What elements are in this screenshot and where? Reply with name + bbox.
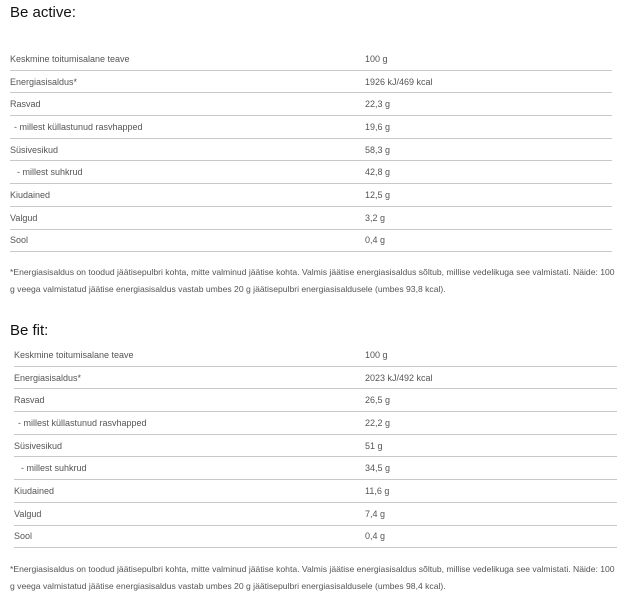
nutrient-label: - millest küllastunud rasvhapped xyxy=(14,412,365,435)
nutrient-value: 22,3 g xyxy=(365,93,612,116)
table-row xyxy=(14,480,617,503)
nutrient-label: Sool xyxy=(10,229,365,252)
nutrient-value: 0,4 g xyxy=(365,229,612,252)
table-row xyxy=(10,184,612,207)
nutrient-value: 0,4 g xyxy=(365,525,617,548)
nutrient-value: 2023 kJ/492 kcal xyxy=(365,366,617,389)
nutrient-value: 19,6 g xyxy=(365,116,612,139)
nutrient-value: 26,5 g xyxy=(365,389,617,412)
nutrient-label: Valgud xyxy=(14,502,365,525)
table-row xyxy=(14,502,617,525)
table-row xyxy=(14,525,617,548)
nutrient-label: Süsivesikud xyxy=(10,138,365,161)
nutrient-value: 7,4 g xyxy=(365,502,617,525)
nutrient-label: Süsivesikud xyxy=(14,434,365,457)
nutrient-value: 100 g xyxy=(365,48,612,70)
table-row xyxy=(10,138,612,161)
footnote: *Energiasisaldus on toodud jäätisepulbri kohta, mitte valminud jäätise kohta. Valmis jäätise energiasisaldus sõltub, millise vedelikuga see valmistati. Näide: 100 g veega valmistatud jäätise energiasisaldus vastab umbes 20 g jäätisepulbri energiasisaldusele (umbes 93,8 kcal). xyxy=(10,267,615,294)
nutrient-label: - millest küllastunud rasvhapped xyxy=(10,116,365,139)
nutrition-table-be-active xyxy=(10,48,612,252)
nutrient-value: 34,5 g xyxy=(365,457,617,480)
table-row xyxy=(14,389,617,412)
nutrient-value: 1926 kJ/469 kcal xyxy=(365,70,612,93)
nutrient-label: Keskmine toitumisalane teave xyxy=(10,48,365,70)
table-row xyxy=(14,344,617,366)
table-row xyxy=(10,116,612,139)
table-row xyxy=(14,412,617,435)
section-title: Be active: xyxy=(10,4,76,21)
nutrient-label: - millest suhkrud xyxy=(14,457,365,480)
nutrient-value: 51 g xyxy=(365,434,617,457)
table-row xyxy=(10,70,612,93)
nutrition-table-be-fit xyxy=(14,344,617,548)
nutrient-label: Energiasisaldus* xyxy=(10,70,365,93)
table-row xyxy=(14,434,617,457)
nutrient-value: 100 g xyxy=(365,344,617,366)
table-row xyxy=(10,93,612,116)
nutrient-label: - millest suhkrud xyxy=(10,161,365,184)
footnote: *Energiasisaldus on toodud jäätisepulbri kohta, mitte valminud jäätise kohta. Valmis jäätise energiasisaldus sõltub, millise vedelikuga see valmistati. Näide: 100 g veega valmistatud jäätise energiasisaldus vastab umbes 20 g jäätisepulbri energiasisaldusele (umbes 98,4 kcal). xyxy=(10,564,615,591)
nutrient-label: Keskmine toitumisalane teave xyxy=(14,344,365,366)
nutrient-label: Kiudained xyxy=(10,184,365,207)
nutrient-value: 12,5 g xyxy=(365,184,612,207)
table-row xyxy=(14,366,617,389)
nutrient-label: Valgud xyxy=(10,206,365,229)
nutrient-value: 22,2 g xyxy=(365,412,617,435)
nutrient-label: Sool xyxy=(14,525,365,548)
nutrient-label: Kiudained xyxy=(14,480,365,503)
section-title: Be fit: xyxy=(10,322,49,339)
nutrient-label: Rasvad xyxy=(14,389,365,412)
nutrient-label: Energiasisaldus* xyxy=(14,366,365,389)
nutrient-value: 42,8 g xyxy=(365,161,612,184)
table-row xyxy=(14,457,617,480)
table-row xyxy=(10,229,612,252)
nutrient-label: Rasvad xyxy=(10,93,365,116)
table-row xyxy=(10,206,612,229)
table-row xyxy=(10,161,612,184)
table-row xyxy=(10,48,612,70)
nutrient-value: 58,3 g xyxy=(365,138,612,161)
nutrient-value: 3,2 g xyxy=(365,206,612,229)
nutrient-value: 11,6 g xyxy=(365,480,617,503)
